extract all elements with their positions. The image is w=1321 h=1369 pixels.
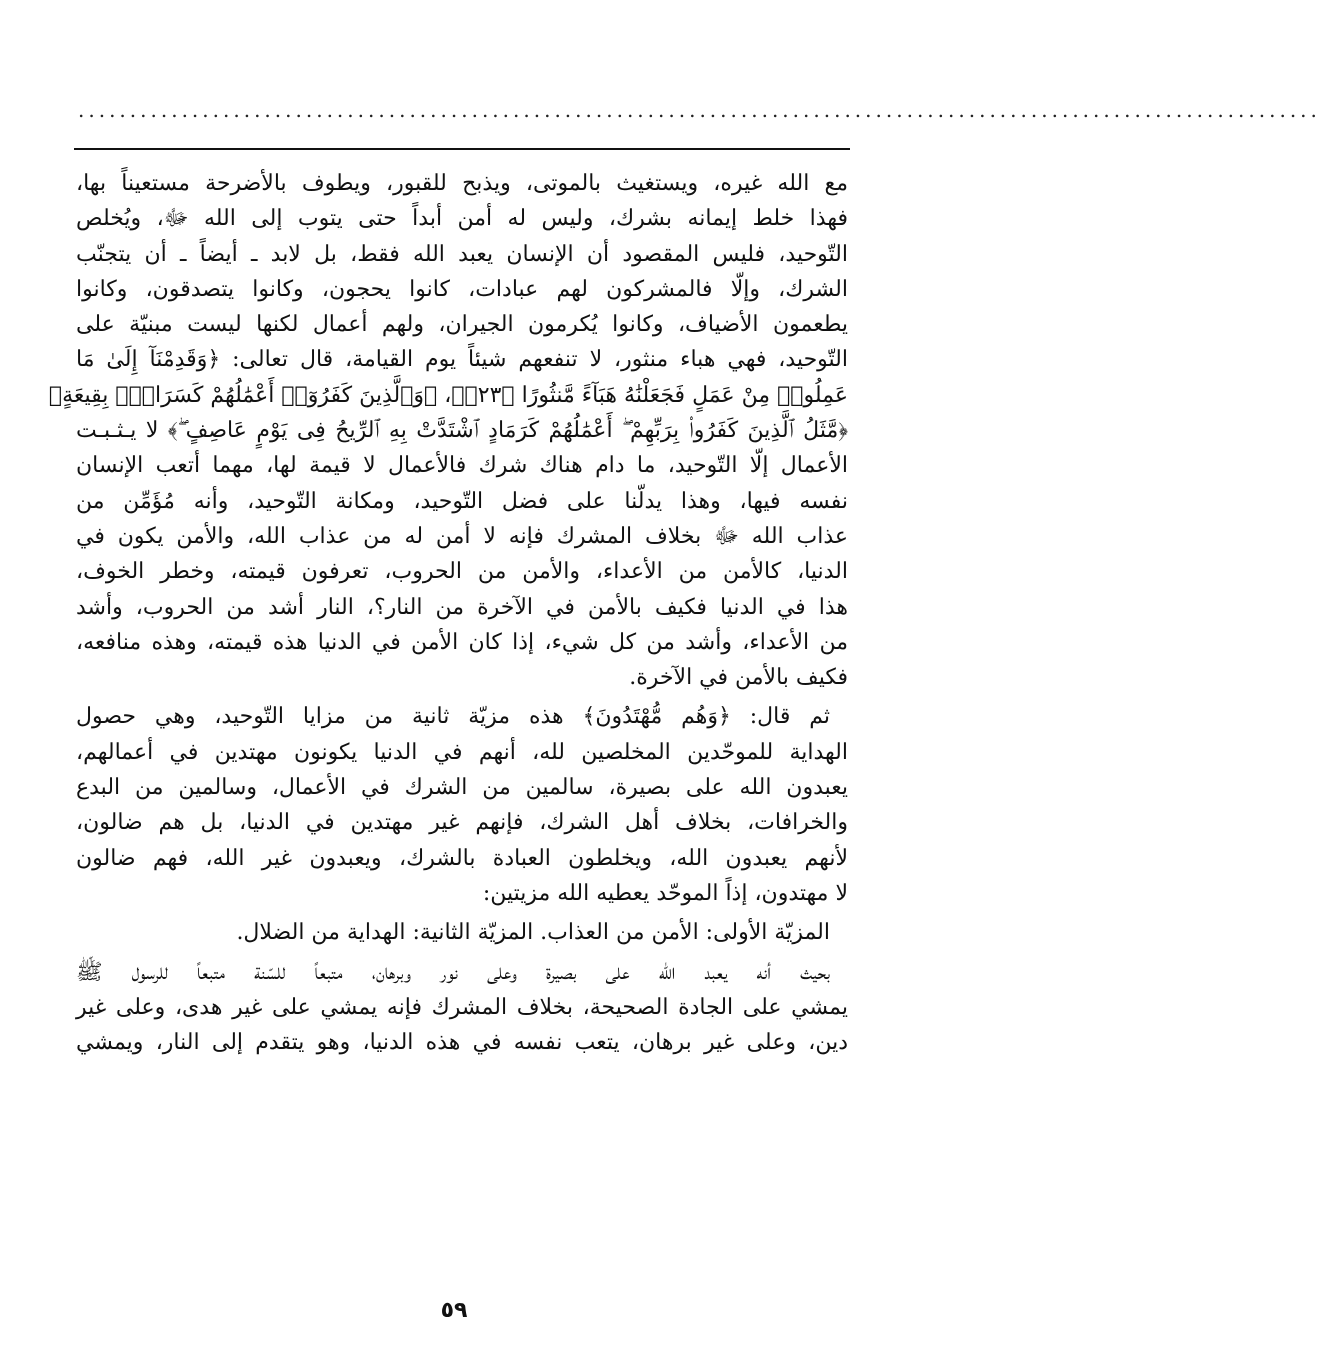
text-line: مع الله غيره، ويستغيث بالموتى، ويذبح للقبور، ويطوف بالأضرحة مستعيناً بها،: [76, 171, 848, 196]
text-line: فكيف بالأمن في الآخرة.: [629, 665, 848, 691]
text-line: نفسه فيها، وهذا يدلّنا على فضل التّوحيد، ومكانة التّوحيد، وأنه مُؤَمِّن من: [76, 488, 848, 514]
text-line: الدنيا، كالأمن من الأعداء، والأمن من الحروب، تعرفون قيمته، وخطر الخوف،: [76, 559, 848, 585]
text-line: يعبدون الله على بصيرة، سالمين من الشرك في الأعمال، وسالمين من البدع: [76, 775, 849, 801]
text-line: بحيث أنه يعبد الله على بصيرة وعلى نور وبرهان، متبعاً للسّنة متبعاً للرسول ﷺ: [76, 959, 830, 985]
text-line: والخرافات، بخلاف أهل الشرك، فإنهم غير مهتدين في الدنيا، بل هم ضالون،: [76, 810, 848, 836]
text-line: ثم قال: ﴿وَهُم مُّهْتَدُونَ﴾ هذه مزيّة ثانية من مزايا التّوحيد، وهي حصول: [76, 704, 830, 730]
text-line: لا مهتدون، إذاً الموحّد يعطيه الله مزيتين:: [482, 880, 848, 906]
text-line: الهداية للموحّدين المخلصين لله، أنهم في الدنيا يكونون مهتدين في أعمالهم،: [76, 739, 848, 765]
text-line: الشرك، وإلّا فالمشركون لهم عبادات، كانوا يحجون، وكانوا يتصدقون، وكانوا: [76, 276, 848, 302]
text-line: دين، وعلى غير برهان، يتعب نفسه في هذه الدنيا، وهو يتقدم إلى النار، ويمشي: [76, 1030, 848, 1056]
quran-verse-line: ﴿مَّثَلُ ٱلَّذِينَ كَفَرُوا۟ بِرَبِّهِمْ ۖ أَعْمَٰلُهُمْ كَرَمَادٍ ٱشْتَدَّتْ بِهِ ٱلرِّيحُ فِى يَوْمٍ عَاصِفٍ ۖ﴾ لا يـثـبـت: [76, 418, 848, 444]
quran-verse-line: عَمِلُوا۟ مِنْ عَمَلٍ فَجَعَلْنَٰهُ هَبَآءً مَّنثُورًا ﴿٢٣﴾﴾، ﴿وَٱلَّذِينَ كَفَرُوٓا۟ أَعْمَٰلُهُمْ كَسَرَابٍۭ بِقِيعَةٍ﴾: [48, 382, 848, 408]
page-number: ٥٩: [440, 1298, 468, 1323]
text-line: المزيّة الأولى: الأمن من العذاب. المزيّة الثانية: الهداية من الضلال.: [236, 920, 830, 946]
text-line: التّوحيد، فهي هباء منثور، لا تنفعهم شيئاً يوم القيامة، قال تعالى: ﴿وَقَدِمْنَآ إِلَىٰ مَا: [76, 347, 848, 373]
text-line: يمشي على الجادة الصحيحة، بخلاف المشرك فإنه يمشي على غير هدى، وعلى غير: [76, 994, 848, 1020]
header-dotted-line: ........................................................................................................................: [78, 98, 1321, 122]
body-text: [48, 166, 849, 1060]
text-line: لأنهم يعبدون الله، ويخلطون العبادة بالشرك، ويعبدون غير الله، فهم ضالون: [76, 845, 848, 871]
text-line: الأعمال إلّا التّوحيد، ما دام هناك شرك فالأعمال لا قيمة لها، مهما أتعب الإنسان: [76, 453, 848, 479]
text-line: هذا في الدنيا فكيف بالأمن في الآخرة من النار؟، النار أشد من الحروب، وأشد: [76, 594, 848, 620]
text-line: يطعمون الأضياف، وكانوا يُكرمون الجيران، ولهم أعمال لكنها ليست مبنيّة على: [76, 312, 848, 338]
text-line: من الأعداء، وأشد من كل شيء، إذا كان الأمن في الدنيا هذه قيمته، وهذه منافعه،: [76, 629, 848, 655]
header-rule: [74, 148, 850, 150]
text-line: فهذا خلط إيمانه بشرك، وليس له أمن أبداً حتى يتوب إلى الله ﷻ، ويُخلص: [76, 206, 848, 232]
text-line: التّوحيد، فليس المقصود أن الإنسان يعبد الله فقط، بل لابد ـ أيضاً ـ أن يتجنّب: [76, 241, 848, 267]
text-line: عذاب الله ﷻ بخلاف المشرك فإنه لا أمن له من عذاب الله، والأمن يكون في: [76, 523, 848, 549]
